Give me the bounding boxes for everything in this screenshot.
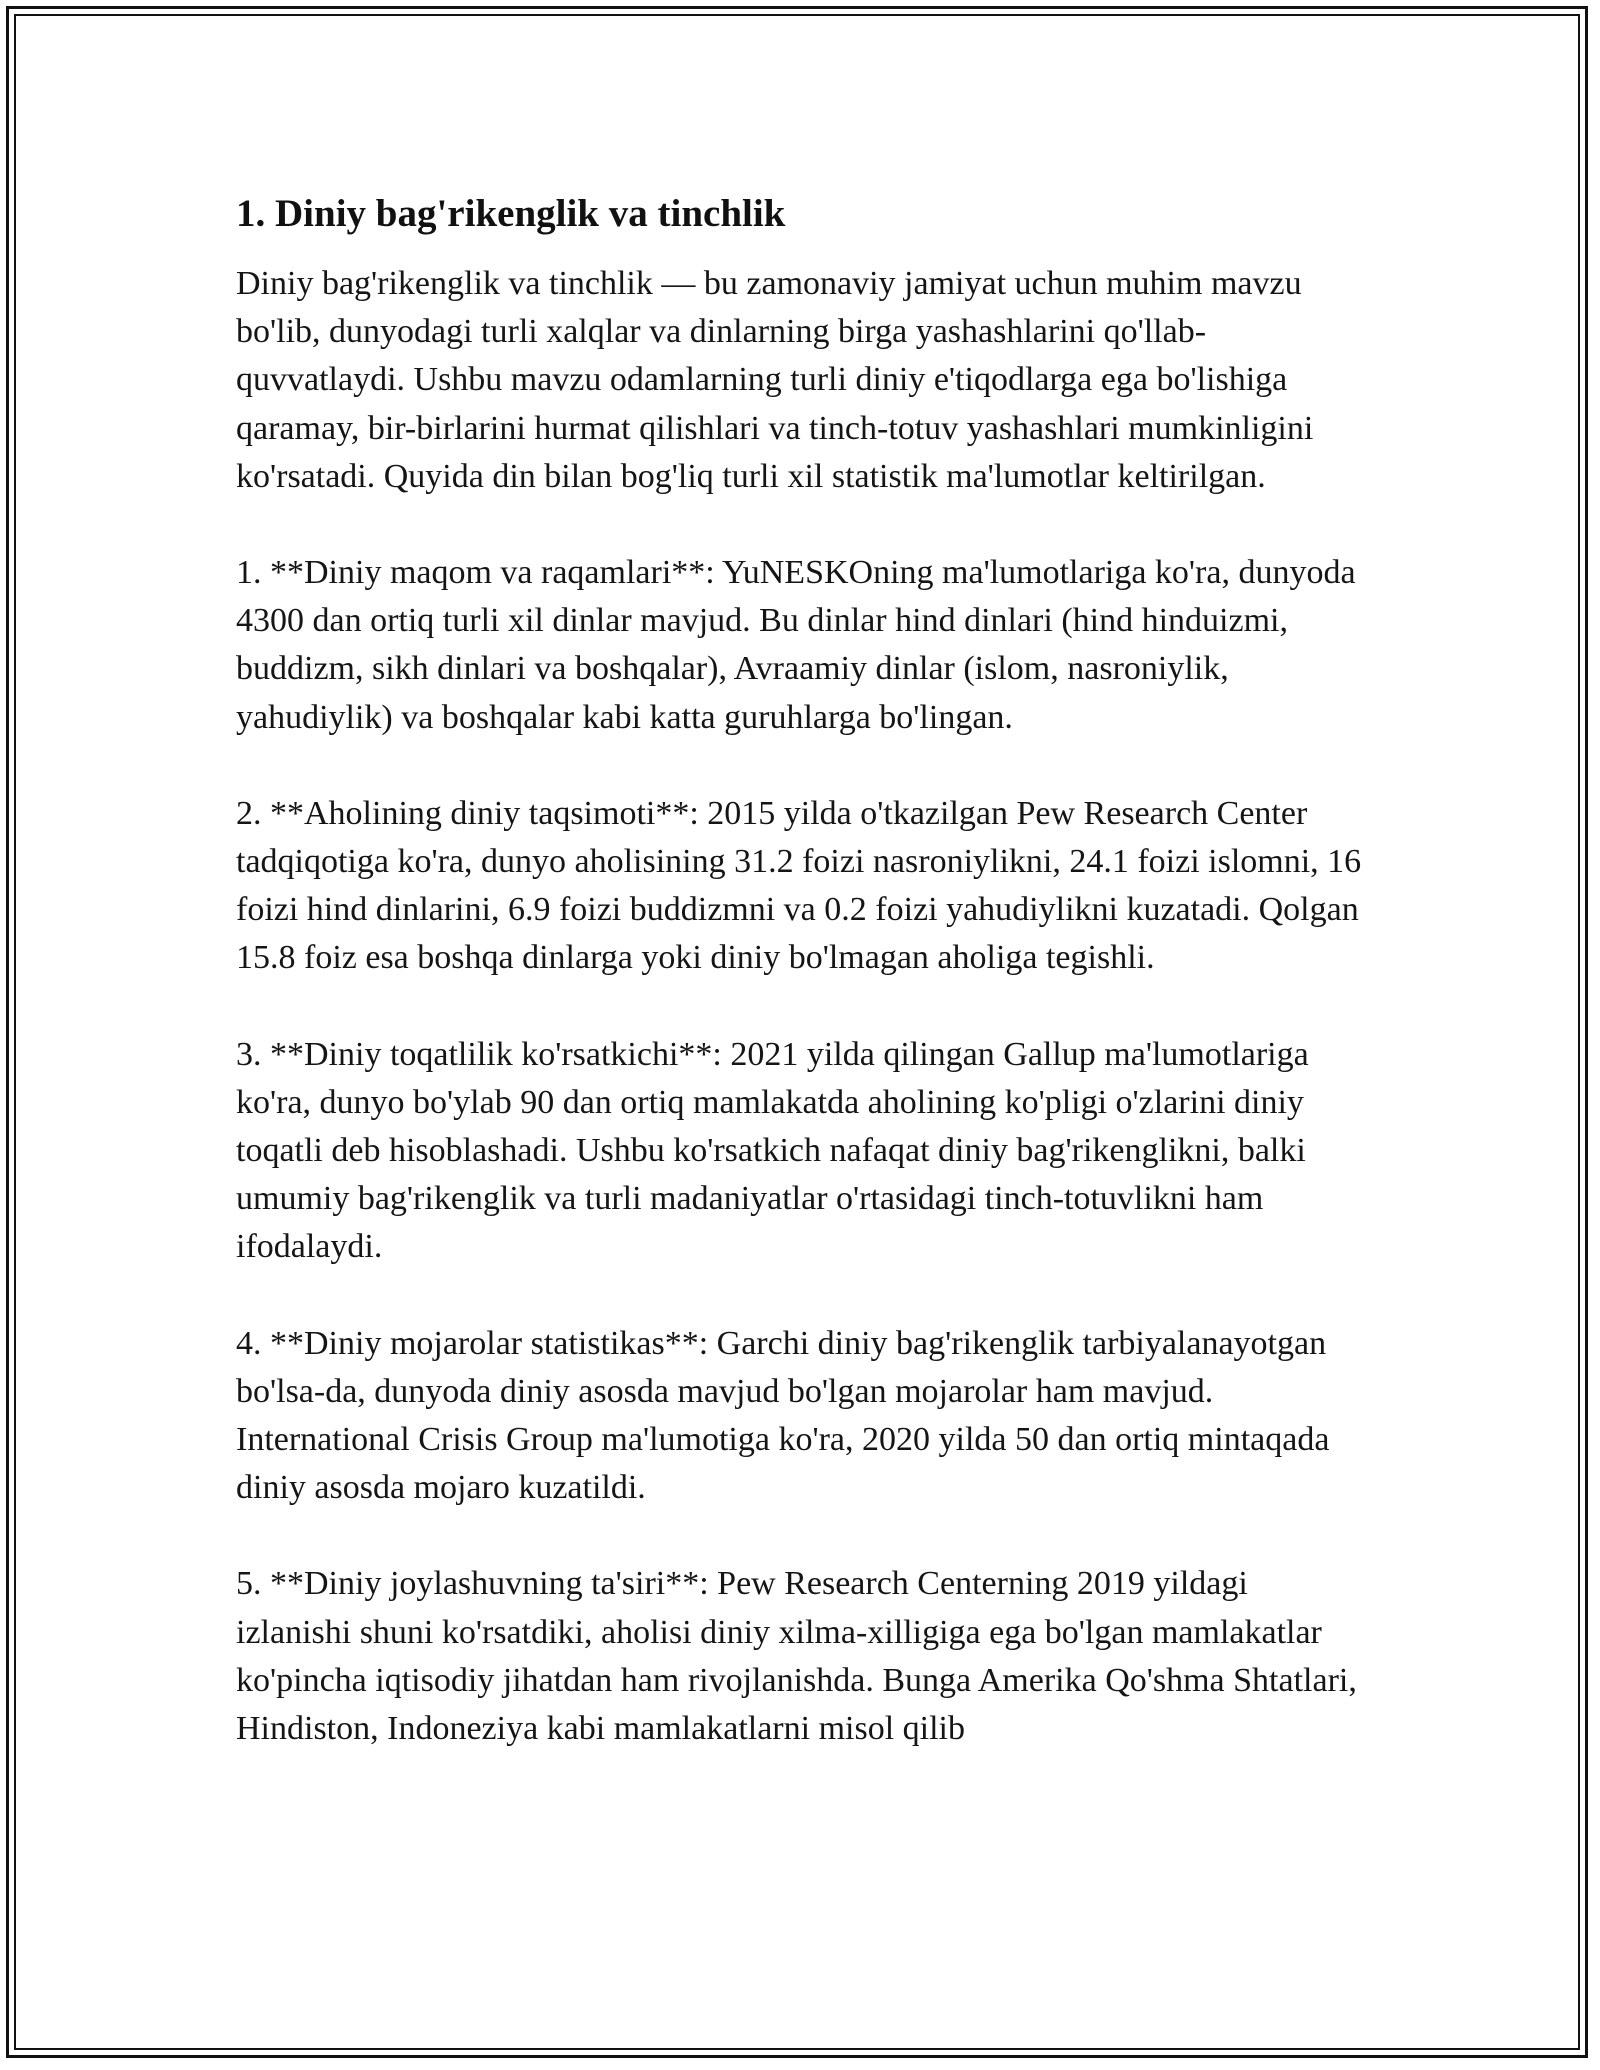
paragraph-conflict-statistics: 4. **Diniy mojarolar statistikas**: Garchi diniy bag'rikenglik tarbiyalanayotgan bo'lsa-da, dunyoda diniy asosda mavjud bo'lgan mojarolar ham mavjud. International Crisis Group ma'lumotiga ko'ra, 2020 yilda 50 dan ortiq mintaqada diniy asosda mojaro kuzatildi. [236,1324,1330,1507]
paragraph-population-distribution: 2. **Aholining diniy taqsimoti**: 2015 yilda o'tkazilgan Pew Research Center tadqiqotiga ko'ra, dunyo aholisining 31.2 foizi nasroniylikni, 24.1 foizi islomni, 16 foizi hind dinlarini, 6.9 foizi buddizmni va 0.2 foizi yahudiylikni kuzatadi. Qolgan 15.8 foiz esa boshqa dinlarga yoki diniy bo'lmagan aholiga tegishli. [236,794,1362,977]
paragraph-religious-status: 1. **Diniy maqom va raqamlari**: YuNESKOning ma'lumotlariga ko'ra, dunyoda 4300 dan ortiq turli xil dinlar mavjud. Bu dinlar hind dinlari (hind hinduizmi, buddizm, sikh dinlari va boshqalar), Avraamiy dinlar (islom, nasroniylik, yahudiylik) va boshqalar kabi katta guruhlarga bo'lingan. [236,554,1356,736]
intro-paragraph: Diniy bag'rikenglik va tinchlik — bu zamonaviy jamiyat uchun muhim mavzu bo'lib, dunyodagi turli xalqlar va dinlarning birga yashashlarini qo'llab-quvvatlaydi. Ushbu mavzu odamlarning turli diniy e'tiqodlarga ega bo'lishiga qaramay, bir-birlarini hurmat qilishlari va tinch-totuv yashashlari mumkinligini ko'rsatadi. Quyida din bilan bog'liq turli xil statistik ma'lumotlar keltirilgan. [236,265,1314,495]
paragraph-diversity-impact: 5. **Diniy joylashuvning ta'siri**: Pew Research Centerning 2019 yildagi izlanishi shuni ko'rsatdiki, aholisi diniy xilma-xilligiga ega bo'lgan mamlakatlar ko'pincha iqtisodiy jihatdan ham rivojlanishda. Bunga Amerika Qo'shma Shtatlari, Hindiston, Indoneziya kabi mamlakatlarni misol qilib [236,1565,1357,1748]
paragraph-tolerance-index: 3. **Diniy toqatlilik ko'rsatkichi**: 2021 yilda qilingan Gallup ma'lumotlariga ko'ra, dunyo bo'ylab 90 dan ortiq mamlakatda aholining ko'pligi o'zlarini diniy toqatli deb hisoblashadi. Ushbu ko'rsatkich nafaqat diniy bag'rikenglikni, balki umumiy bag'rikenglik va turli madaniyatlar o'rtasidagi tinch-totuvlikni ham ifodalaydi. [236,1035,1309,1266]
section-heading: 1. Diniy bag'rikenglik va tinchlik [236,192,786,235]
document-body [236,186,1366,1801]
